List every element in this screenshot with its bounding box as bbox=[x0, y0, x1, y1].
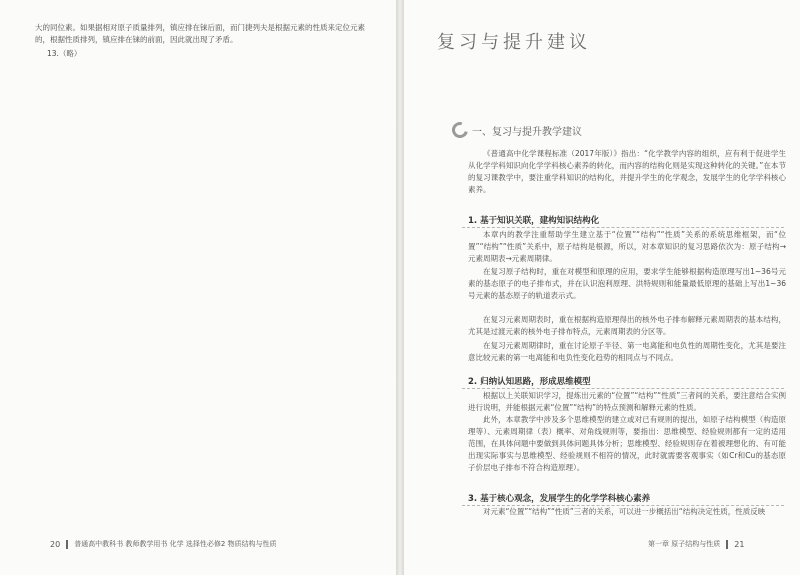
left-paragraph: 大的同位素。如果据相对原子质量排列，镇应排在铼后面，而门捷列夫是根据元素的性质来定位元素的，根据性质排列，镇应排在铼的前面，因此就出现了矛盾。 bbox=[35, 23, 365, 44]
page-number-left: 20 bbox=[50, 539, 61, 549]
subsection-rule bbox=[462, 227, 784, 228]
footer-divider bbox=[66, 540, 68, 549]
book-gutter bbox=[396, 0, 404, 575]
book-title-running-head: 普通高中教科书 教师教学用书 化学 选择性必修2 物质结构与性质 bbox=[74, 540, 277, 548]
subsection-heading-1: 1. 基于知识关联，建构知识结构化 bbox=[468, 216, 600, 226]
subsection-3-paragraph: 对元素“位置”“结构”“性质”三者的关系，可以进一步概括出“结构决定性质，性质反映 bbox=[483, 507, 766, 516]
page-number-right: 21 bbox=[734, 539, 745, 549]
left-footer bbox=[50, 537, 277, 551]
subsection-1-paragraph: 本章内的教学注重帮助学生建立基于“位置”“结构”“性质”关系的系统思维框架，而“位置”“结构”“性质”关系中，原子结构是根源，所以，对本章知识的复习思路依次为：原子结构→元素周期表→元素周期律。 bbox=[468, 230, 786, 263]
left-answer-13: 13.（略） bbox=[47, 49, 82, 58]
subsection-1-paragraph: 在复习原子结构时，重在对模型和原理的应用，要求学生能够根据构造原理写出1~36号元素的基态原子的电子排布式，并在认识泡利原理、洪特规则和能量最低原理的基础上写出1~36号元素的基态原子的轨道表示式。 bbox=[468, 267, 786, 300]
subsection-1-paragraph: 在复习元素周期律时，重在讨论原子半径、第一电离能和电负性的周期性变化，尤其是要注意比较元素的第一电离能和电负性变化趋势的相同点与不同点。 bbox=[468, 341, 786, 362]
right-footer bbox=[648, 537, 744, 551]
subsection-2-paragraph: 此外，本章教学中涉及多个思维模型的建立或对已有规则的提出，如原子结构模型（构造原理等）、元素周期律（表）概率、对角线规则等，要指出：思维模型、经验规则都有一定的适用范围，在具体问题中要做到具体问题具体分析；思维模型、经验规则存在着被理想化的、有可能出现实际事实与思维模型、经验规则不相符的情况，此时就需要客观事实（如Cr和Cu的基态原子价层电子排布不符合构造原理）。 bbox=[468, 415, 786, 472]
subsection-2-paragraph: 根据以上关联知识学习，提炼出元素的“位置”“结构”“性质”三者间的关系，要注意结合实例进行说明，并能根据元素“位置”“结构”的特点预测和解释元素的性质。 bbox=[468, 391, 786, 412]
subsection-1-paragraph: 在复习元素周期表时，重在根据构造原理得出的核外电子排布解释元素周期表的基本结构，尤其是过渡元素的核外电子排布特点，元素周期表的分区等。 bbox=[468, 315, 786, 336]
section-heading-text: 一、复习与提升教学建议 bbox=[472, 126, 582, 138]
page-title: 复习与提升建议 bbox=[437, 32, 591, 53]
subsection-heading-3: 3. 基于核心观念，发展学生的化学学科核心素养 bbox=[468, 494, 651, 504]
subsection-heading-2: 2. 归纳认知思路，形成思维模型 bbox=[468, 377, 591, 387]
chapter-running-head: 第一章 原子结构与性质 bbox=[648, 540, 721, 548]
section-heading bbox=[452, 123, 582, 137]
footer-divider bbox=[726, 540, 728, 549]
subsection-rule bbox=[462, 388, 784, 389]
left-page bbox=[0, 0, 398, 575]
intro-paragraph: 《普通高中化学课程标准（2017年版）》指出：“化学教学内容的组织，应有利于促进学生从化学学科知识向化学学科核心素养的转化，而内容的结构化则是实现这种转化的关键。”在本节的复习课教学中，要注重学科知识的结构化，并提升学生的化学观念，发展学生的化学学科核心素养。 bbox=[468, 149, 786, 194]
